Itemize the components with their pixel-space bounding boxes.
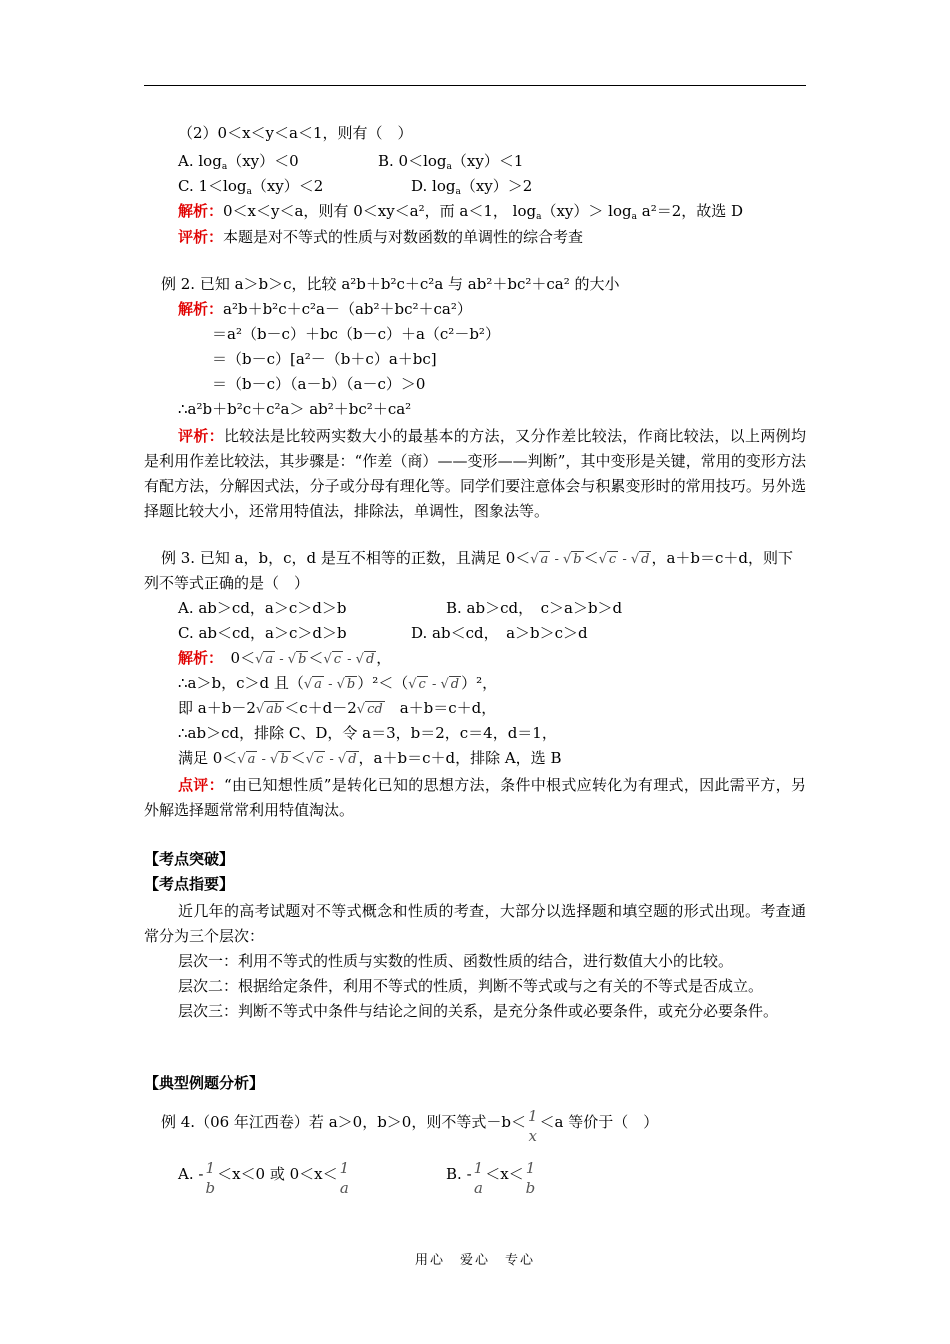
ex2-step3: ＝（b－c）[a²－（b＋c）a＋bc] — [212, 350, 437, 368]
ex3-analysis-1: 解析： 0＜√ a - √ b ＜√ c - √ d ， — [178, 649, 392, 667]
ex3-analysis-5: 满足 0＜√ a - √ b ＜√ c - √ d ，a＋b＝c＋d，排除 A，选 B — [178, 749, 562, 767]
ex3-option-b: B. ab＞cd， c＞a＞b＞d — [446, 599, 623, 617]
ex3-comment: 点评：“由已知想性质”是转化已知的思想方法，条件中根式应转化为有理式，因此需平方，另外解选择题常常利用特值淘汰。 — [144, 776, 806, 819]
q2-analysis: 解析：0＜x＜y＜a，则有 0＜xy＜a²，而 a＜1， $\log_a(xy)> \log_a a^2=2$，故选 D — [178, 202, 744, 222]
radical-expression: √ a - √ b — [530, 552, 582, 567]
ex3-analysis-4: ∴ab＞cd，排除 C、D，令 a＝3，b＝2，c＝4，d＝1， — [178, 724, 557, 742]
q2-option-d: D. $\log_a(xy)>2$ — [411, 177, 533, 197]
ex4-option-a: A. - 1 b ＜x＜0 或 0＜x＜ 1 a — [178, 1159, 350, 1197]
ex4-option-b: B. - 1 a ＜x＜ 1 b — [446, 1159, 536, 1197]
radical-expression: √ c - √ d — [598, 552, 650, 567]
level-1: 层次一：利用不等式的性质与实数的性质、函数性质的结合，进行数值大小的比较。 — [178, 952, 734, 970]
section-intro: 近几年的高考试题对不等式概念和性质的考查，大部分以选择题和填空题的形式出现。考查通常分为三个层次： — [144, 902, 806, 945]
ex4-stem: 例 4.（06 年江西卷）若 a＞0，b＞0，则不等式－b＜ 1 x ＜a 等价于（ ） — [161, 1107, 659, 1145]
ex2-step2: ＝a²（b－c）＋bc（b－c）＋a（c²－b²） — [212, 325, 500, 343]
header-rule — [144, 85, 806, 86]
page-footer: 用心 爱心 专心 — [414, 1253, 535, 1268]
ex2-step1: 解析：a²b＋b²c＋c²a－（ab²＋bc²＋ca²） — [178, 300, 472, 318]
ex2-conclusion: ∴a²b＋b²c＋c²a＞ ab²＋bc²＋ca² — [178, 400, 412, 418]
ex3-option-d: D. ab＜cd， a＞b＞c＞d — [411, 624, 588, 642]
ex3-option-c: C. ab＜cd，a＞c＞d＞b — [178, 624, 347, 642]
ex2-stem: 例 2. 已知 a＞b＞c，比较 a²b＋b²c＋c²a 与 ab²＋bc²＋ca² 的大小 — [161, 275, 620, 293]
ex3-stem-line1: 例 3. 已知 a，b，c，d 是互不相等的正数，且满足 0＜√ a - √ b ＜√ c - √ d ，a＋b＝c＋d，则下 — [161, 549, 794, 567]
section-title-examples: 【典型例题分析】 — [144, 1074, 265, 1092]
section-subtitle-key-points: 【考点指要】 — [144, 875, 235, 893]
q2-option-a: A. $\log_a(xy)<0$ — [178, 152, 299, 172]
q2-stem: （2）0＜x＜y＜a＜1，则有（ ） — [178, 124, 413, 142]
ex2-step4: ＝（b－c）（a－b）（a－c）＞0 — [212, 375, 426, 393]
level-3: 层次三：判断不等式中条件与结论之间的关系，是充分条件或必要条件，或充分必要条件。 — [178, 1002, 779, 1020]
ex2-comment: 评析：比较法是比较两实数大小的最基本的方法，又分作差比较法，作商比较法，以上两例均是利用作差比较法，其步骤是：“作差（商）——变形——判断”，其中变形是关键，常用的变形方法有配方法，分解因式法，分子或分母有理化等。同学们要注意体会与积累变形时的常用技巧。另外选择题比较大小，还常用特值法，排除法，单调性，图象法等。 — [144, 427, 806, 520]
ex3-stem-line2: 列不等式正确的是（ ） — [144, 574, 310, 592]
q2-comment: 评析：本题是对不等式的性质与对数函数的单调性的综合考查 — [178, 228, 584, 246]
q2-option-c: C. $1<\log_a(xy)<2$ — [178, 177, 324, 197]
level-2: 层次二：根据给定条件，利用不等式的性质，判断不等式或与之有关的不等式是否成立。 — [178, 977, 764, 995]
section-title-breakthrough: 【考点突破】 — [144, 850, 235, 868]
ex3-analysis-2: ∴a＞b，c＞d 且（√ a - √ b ）²＜（√ c - √ d ）²， — [178, 674, 498, 692]
fraction-one-over-x: 1 x — [527, 1107, 538, 1145]
q2-option-b: B. $0<\log_a(xy)<1$ — [378, 152, 524, 172]
ex3-analysis-3: 即 a＋b－2√ ab ＜c＋d－2√ cd a＋b＝c＋d， — [178, 699, 497, 717]
ex3-option-a: A. ab＞cd，a＞c＞d＞b — [178, 599, 347, 617]
